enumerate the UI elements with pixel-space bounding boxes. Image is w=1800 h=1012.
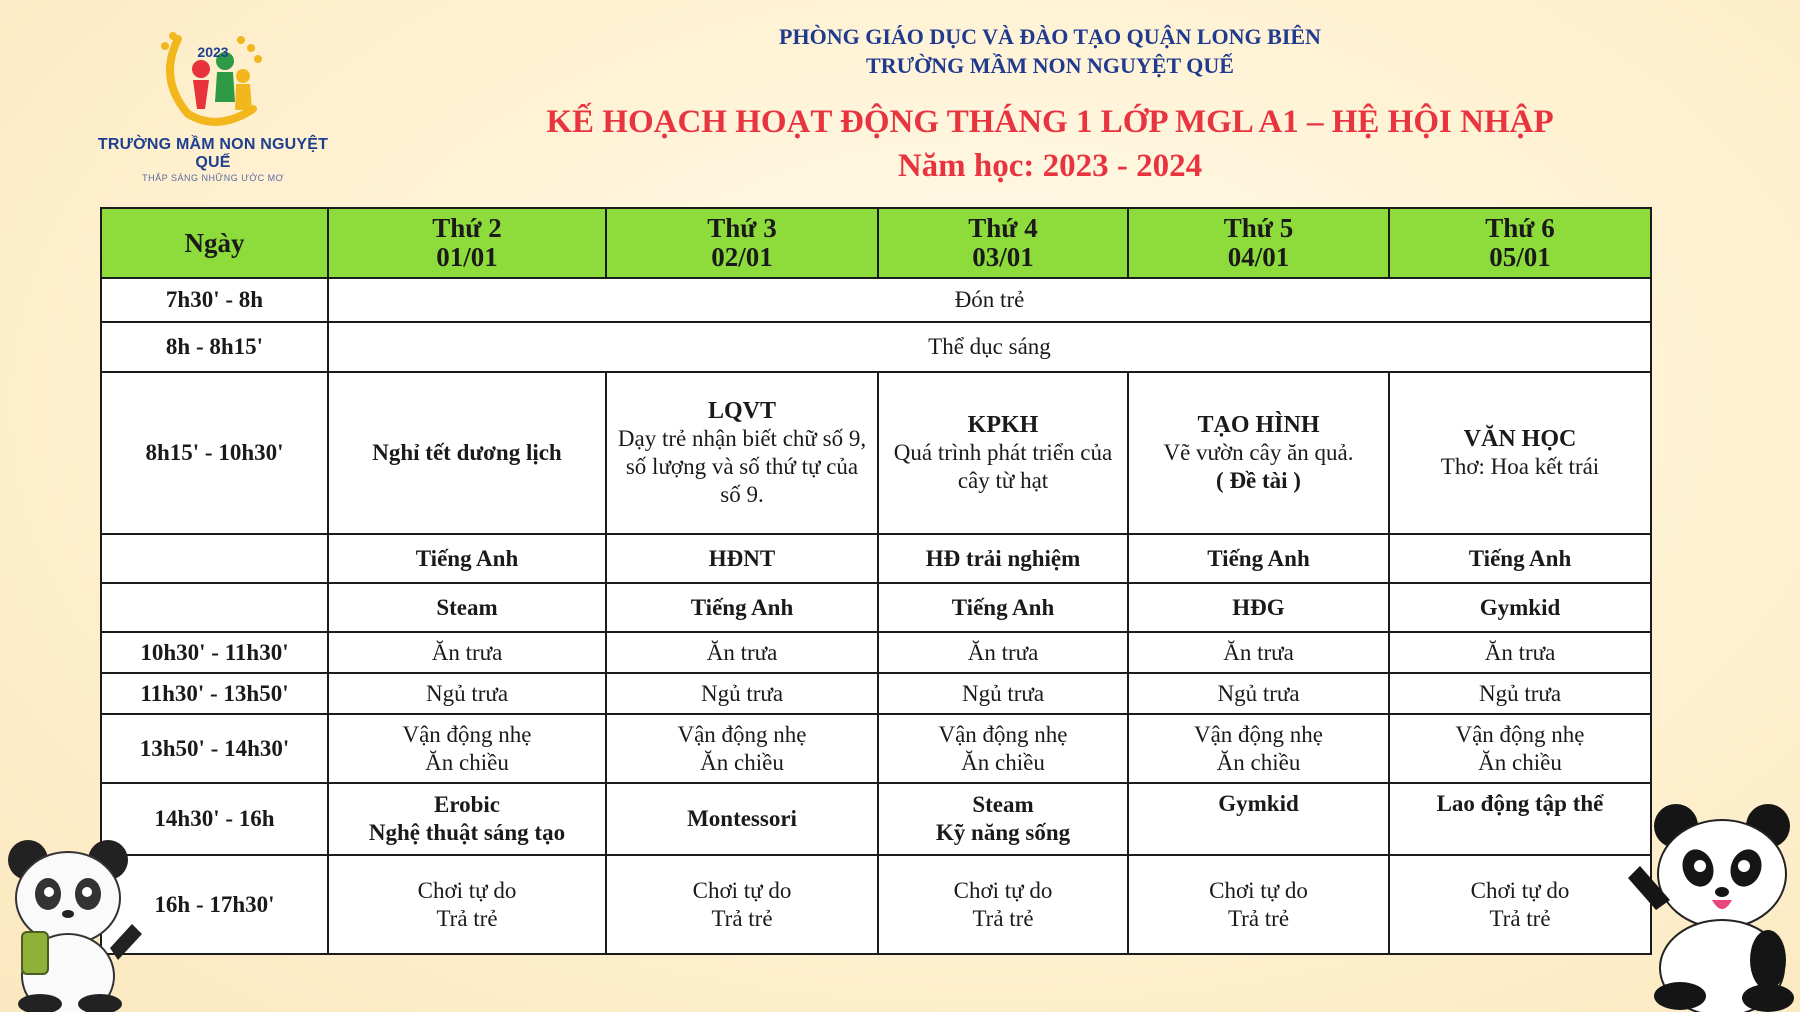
activity-cell: HĐ trải nghiệm <box>878 534 1128 583</box>
department-header <box>400 22 1700 80</box>
school-logo <box>88 14 338 194</box>
afternoon-activity-cell: Lao động tập thể <box>1389 783 1651 855</box>
schedule-table <box>100 207 1652 955</box>
header-day-4: Thứ 5 04/01 <box>1128 208 1389 278</box>
pickup-cell: Chơi tự do Trả trẻ <box>328 855 606 954</box>
afternoon-activity-cell: Montessori <box>606 783 878 855</box>
activity-cell: Tiếng Anh <box>1128 534 1389 583</box>
logo-year: 2023 <box>197 44 229 60</box>
header-day-2: Thứ 3 02/01 <box>606 208 878 278</box>
reception-cell: Đón trẻ <box>328 278 1651 322</box>
lesson-cell: VĂN HỌC Thơ: Hoa kết trái <box>1389 372 1651 534</box>
activity-cell: Tiếng Anh <box>606 583 878 632</box>
table-row <box>101 534 1651 583</box>
time-cell-empty <box>101 583 328 632</box>
afternoon-activity-cell: Steam Kỹ năng sống <box>878 783 1128 855</box>
table-header-row <box>101 208 1651 278</box>
nap-cell: Ngủ trưa <box>1389 673 1651 714</box>
panda-left-icon <box>0 836 160 1012</box>
logo-slogan: THẮP SÁNG NHỮNG ƯỚC MƠ <box>142 173 284 183</box>
activity-cell: Tiếng Anh <box>1389 534 1651 583</box>
plan-title <box>400 100 1700 188</box>
table-row <box>101 855 1651 954</box>
holiday-cell: Nghỉ tết dương lịch <box>328 372 606 534</box>
lunch-cell: Ăn trưa <box>1389 632 1651 673</box>
activity-cell: Gymkid <box>1389 583 1651 632</box>
activity-cell: Tiếng Anh <box>878 583 1128 632</box>
morning-exercise-cell: Thể dục sáng <box>328 322 1651 372</box>
table-row <box>101 322 1651 372</box>
laurel-logo-icon <box>143 14 283 134</box>
time-cell: 7h30' - 8h <box>101 278 328 322</box>
activity-cell: Steam <box>328 583 606 632</box>
lunch-cell: Ăn trưa <box>878 632 1128 673</box>
lesson-cell: TẠO HÌNH Vẽ vườn cây ăn quả. ( Đề tài ) <box>1128 372 1389 534</box>
table-row <box>101 783 1651 855</box>
lunch-cell: Ăn trưa <box>1128 632 1389 673</box>
header-day-1: Thứ 2 01/01 <box>328 208 606 278</box>
table-row <box>101 583 1651 632</box>
pickup-cell: Chơi tự do Trả trẻ <box>878 855 1128 954</box>
pickup-cell: Chơi tự do Trả trẻ <box>1128 855 1389 954</box>
plan-title-text: KẾ HOẠCH HOẠT ĐỘNG THÁNG 1 LỚP MGL A1 – HỆ HỘI NHẬP <box>546 104 1554 140</box>
activity-cell: Tiếng Anh <box>328 534 606 583</box>
snack-cell: Vận động nhẹ Ăn chiều <box>1389 714 1651 783</box>
header-ngay: Ngày <box>101 208 328 278</box>
snack-cell: Vận động nhẹ Ăn chiều <box>878 714 1128 783</box>
table-row <box>101 632 1651 673</box>
nap-cell: Ngủ trưa <box>878 673 1128 714</box>
activity-cell: HĐNT <box>606 534 878 583</box>
table-row <box>101 714 1651 783</box>
department-line: PHÒNG GIÁO DỤC VÀ ĐÀO TẠO QUẬN LONG BIÊN <box>779 24 1321 49</box>
snack-cell: Vận động nhẹ Ăn chiều <box>328 714 606 783</box>
time-cell: 8h15' - 10h30' <box>101 372 328 534</box>
time-cell: 11h30' - 13h50' <box>101 673 328 714</box>
table-row <box>101 673 1651 714</box>
lunch-cell: Ăn trưa <box>328 632 606 673</box>
lesson-cell: LQVT Dạy trẻ nhận biết chữ số 9, số lượng và số thứ tự của số 9. <box>606 372 878 534</box>
pickup-cell: Chơi tự do Trả trẻ <box>1389 855 1651 954</box>
school-year: Năm học: 2023 - 2024 <box>897 148 1203 184</box>
nap-cell: Ngủ trưa <box>1128 673 1389 714</box>
school-line: TRƯỜNG MẦM NON NGUYỆT QUẾ <box>866 53 1234 78</box>
snack-cell: Vận động nhẹ Ăn chiều <box>606 714 878 783</box>
nap-cell: Ngủ trưa <box>606 673 878 714</box>
activity-cell: HĐG <box>1128 583 1389 632</box>
lesson-cell: KPKH Quá trình phát triển của cây từ hạt <box>878 372 1128 534</box>
time-cell-empty <box>101 534 328 583</box>
header-day-5: Thứ 6 05/01 <box>1389 208 1651 278</box>
header-day-3: Thứ 4 03/01 <box>878 208 1128 278</box>
time-cell: 10h30' - 11h30' <box>101 632 328 673</box>
table-row <box>101 372 1651 534</box>
lunch-cell: Ăn trưa <box>606 632 878 673</box>
logo-school-name: TRƯỜNG MẦM NON NGUYỆT QUẾ <box>97 136 329 171</box>
snack-cell: Vận động nhẹ Ăn chiều <box>1128 714 1389 783</box>
time-cell: 13h50' - 14h30' <box>101 714 328 783</box>
time-cell: 14h30' - 16h <box>101 783 328 855</box>
pickup-cell: Chơi tự do Trả trẻ <box>606 855 878 954</box>
time-cell: 8h - 8h15' <box>101 322 328 372</box>
afternoon-activity-cell: Gymkid <box>1128 783 1389 855</box>
afternoon-activity-cell: Erobic Nghệ thuật sáng tạo <box>328 783 606 855</box>
panda-right-icon <box>1618 800 1800 1012</box>
table-row <box>101 278 1651 322</box>
time-cell: 16h - 17h30' <box>101 855 328 954</box>
nap-cell: Ngủ trưa <box>328 673 606 714</box>
